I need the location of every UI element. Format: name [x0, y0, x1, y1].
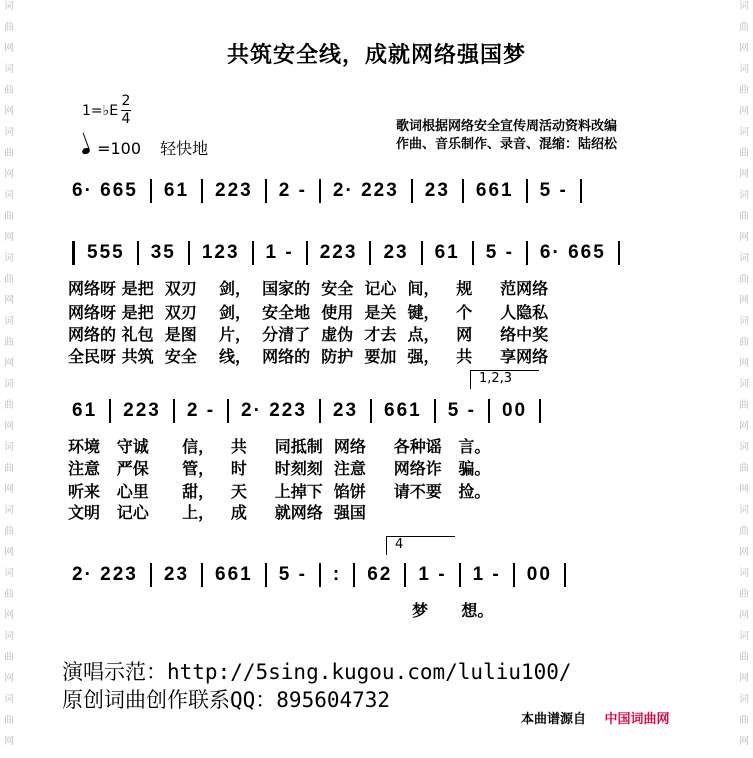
- watermark-char: 词: [4, 190, 14, 201]
- time-sig-top: 2: [121, 93, 131, 109]
- lyric-verse2-line2: 注意 严保 管， 时 时刻刻 注意 网络诈 骗。: [68, 459, 491, 478]
- barline: [173, 399, 175, 423]
- barline: [188, 241, 190, 265]
- lyric-verse1-line3: 网络的 礼包 是图 片， 分清了 虚伪 才去 点， 网 络中奖: [68, 325, 549, 344]
- volta-second-ending: 4: [386, 536, 455, 555]
- demo-link[interactable]: 演唱示范：http://5sing.kugou.com/luliu100/: [62, 660, 572, 684]
- watermark-char: 曲: [4, 22, 14, 33]
- barline: [353, 563, 355, 587]
- watermark-char: 曲: [739, 148, 749, 159]
- watermark-char: 曲: [4, 274, 14, 285]
- measure: 6· 665: [72, 180, 138, 201]
- measure: 1 -: [265, 242, 294, 263]
- watermark-char: 网: [4, 736, 14, 747]
- lyric-verse2-line1: 环境 守诚 信， 共 同抵制 网络 各种谣 言。: [68, 437, 491, 456]
- watermark-char: 网: [4, 673, 14, 684]
- watermark-char: 词: [4, 442, 14, 453]
- barline: [411, 179, 413, 203]
- score-line-3: [66, 398, 691, 424]
- barline: [526, 241, 528, 265]
- watermark-char: 网: [4, 358, 14, 369]
- barline: [369, 241, 371, 265]
- measure: 2· 223: [241, 400, 307, 421]
- watermark-char: 词: [4, 568, 14, 579]
- measure: 23: [332, 400, 359, 421]
- watermark-char: 曲: [739, 526, 749, 537]
- watermark-char: 词: [739, 505, 749, 516]
- barline: [227, 399, 229, 423]
- watermark-char: 网: [4, 610, 14, 621]
- watermark-char: 网: [739, 232, 749, 243]
- barline: [472, 241, 474, 265]
- watermark-char: 曲: [4, 589, 14, 600]
- watermark-char: 网: [739, 547, 749, 558]
- measure: 661: [215, 564, 253, 585]
- measure: 223: [319, 242, 358, 263]
- watermark-char: 词: [739, 694, 749, 705]
- watermark-char: 网: [739, 421, 749, 432]
- measure: 6· 665: [539, 242, 606, 263]
- watermark-char: 网: [739, 484, 749, 495]
- watermark-char: 网: [739, 169, 749, 180]
- time-signature: [121, 94, 131, 127]
- barline: [434, 399, 436, 423]
- watermark-char: 词: [4, 316, 14, 327]
- watermark-char: 网: [739, 610, 749, 621]
- measure: 61: [163, 180, 190, 201]
- watermark-char: 曲: [739, 22, 749, 33]
- score-line-2: [66, 240, 691, 266]
- barline: [319, 179, 321, 203]
- watermark-char: 词: [4, 694, 14, 705]
- watermark-char: 网: [4, 421, 14, 432]
- barline: [150, 563, 152, 587]
- watermark-char: 词: [739, 568, 749, 579]
- measure: 00: [526, 564, 552, 585]
- watermark-char: 网: [739, 106, 749, 117]
- barline: [150, 179, 152, 203]
- barline: [462, 179, 464, 203]
- watermark-char: 曲: [739, 85, 749, 96]
- song-title: 共筑安全线，成就网络强国梦: [226, 43, 526, 68]
- watermark-char: 网: [739, 43, 749, 54]
- watermark-char: 曲: [739, 652, 749, 663]
- measure: 61: [72, 400, 98, 421]
- watermark-char: 网: [739, 736, 749, 747]
- barline: [319, 563, 321, 587]
- watermark-char: 曲: [739, 274, 749, 285]
- score-line-4: [66, 562, 691, 588]
- measure: 5 -: [278, 564, 307, 585]
- watermark-char: 网: [739, 358, 749, 369]
- watermark-char: 词: [739, 316, 749, 327]
- measure: 62: [367, 564, 393, 585]
- lyric-verse1-line4: 全民呀 共筑 安全 线， 网络的 防护 要加 强， 共 享网络: [68, 347, 549, 366]
- watermark-char: 曲: [739, 715, 749, 726]
- repeat-start-barline: [72, 241, 75, 265]
- credits-production: 作曲、音乐制作、录音、混缩：陆绍松: [396, 137, 618, 152]
- barline: [201, 563, 203, 587]
- watermark-char: 曲: [739, 337, 749, 348]
- barline: [265, 179, 267, 203]
- lyric-verse1-line2: 网络呀 是把 双刃 剑， 安全地 使用 是关 键， 个 人隐私: [68, 303, 549, 322]
- barline: [421, 241, 423, 265]
- watermark-left: [2, 0, 16, 758]
- tempo-marking: [82, 136, 208, 159]
- watermark-char: 曲: [4, 463, 14, 474]
- credits: [396, 118, 617, 154]
- watermark-char: 词: [739, 127, 749, 138]
- measure: 1 -: [418, 564, 447, 585]
- barline: [252, 241, 254, 265]
- measure: 555: [87, 242, 125, 263]
- watermark-char: 词: [739, 1, 749, 12]
- score-line-1: [66, 178, 691, 204]
- measure: 661: [384, 400, 422, 421]
- measure: 00: [501, 400, 528, 421]
- watermark-char: 词: [4, 379, 14, 390]
- credits-lyrics: 歌词根据网络安全宣传周活动资料改编: [396, 119, 618, 134]
- measure: 23: [424, 180, 450, 201]
- measure: 223: [215, 180, 253, 201]
- watermark-char: 词: [4, 127, 14, 138]
- barline: [580, 179, 582, 203]
- measure: 2 -: [186, 400, 216, 421]
- watermark-char: 网: [4, 295, 14, 306]
- time-sig-bottom: 4: [121, 111, 131, 127]
- volta-first-ending: 1,2,3: [470, 370, 539, 389]
- watermark-char: 词: [4, 64, 14, 75]
- watermark-char: 网: [4, 547, 14, 558]
- watermark-char: 曲: [4, 148, 14, 159]
- source-prefix: 本曲谱源自: [521, 712, 587, 727]
- watermark-char: 曲: [4, 337, 14, 348]
- barline: [319, 399, 321, 423]
- watermark-char: 词: [739, 442, 749, 453]
- watermark-char: 曲: [4, 652, 14, 663]
- watermark-char: 曲: [4, 526, 14, 537]
- quarter-note-icon: [81, 147, 91, 155]
- lyric-verse1-line1: 网络呀 是把 双刃 剑， 国家的 安全 记心 间， 规 范网络: [68, 279, 549, 298]
- measure: 23: [383, 242, 409, 263]
- watermark-char: 网: [739, 673, 749, 684]
- watermark-char: 网: [4, 43, 14, 54]
- watermark-char: 词: [4, 631, 14, 642]
- tempo-value: =100: [97, 139, 142, 158]
- watermark-char: 词: [739, 631, 749, 642]
- barline: [201, 179, 203, 203]
- watermark-char: 网: [4, 484, 14, 495]
- watermark-char: 网: [4, 106, 14, 117]
- watermark-char: 曲: [739, 589, 749, 600]
- watermark-char: 词: [4, 505, 14, 516]
- measure: 2· 223: [72, 564, 138, 585]
- watermark-char: 词: [4, 253, 14, 264]
- measure: 5 -: [539, 180, 568, 201]
- watermark-char: 网: [739, 295, 749, 306]
- watermark-char: 网: [4, 169, 14, 180]
- watermark-char: 网: [4, 232, 14, 243]
- watermark-char: 曲: [739, 400, 749, 411]
- watermark-char: 曲: [4, 400, 14, 411]
- measure: 23: [163, 564, 190, 585]
- source-site-link[interactable]: 中国词曲网: [604, 712, 670, 727]
- barline: [459, 563, 461, 587]
- barline: [306, 241, 308, 265]
- measure: 1 -: [472, 564, 501, 585]
- watermark-char: 词: [739, 64, 749, 75]
- barline: [109, 399, 111, 423]
- watermark-char: 曲: [4, 715, 14, 726]
- watermark-char: 词: [739, 190, 749, 201]
- measure: 2 -: [278, 180, 307, 201]
- measure: 5 -: [447, 400, 476, 421]
- barline: [513, 563, 515, 587]
- measure: 123: [201, 242, 240, 263]
- watermark-char: 曲: [739, 211, 749, 222]
- barline: [526, 179, 528, 203]
- measure: :: [332, 564, 342, 585]
- barline: [618, 241, 620, 265]
- source-credit: [521, 708, 670, 727]
- watermark-char: 词: [739, 379, 749, 390]
- watermark-char: 曲: [4, 211, 14, 222]
- barline: [488, 399, 490, 423]
- measure: 35: [150, 242, 176, 263]
- barline: [370, 399, 372, 423]
- measure: 61: [434, 242, 460, 263]
- lyric-verse2-line3: 听来 心里 甜， 天 上掉下 馅饼 请不要 捡。: [68, 482, 491, 501]
- key-signature: 1=♭E: [82, 103, 119, 119]
- watermark-right: [737, 0, 751, 758]
- watermark-char: 曲: [739, 463, 749, 474]
- barline: [404, 563, 406, 587]
- watermark-char: 曲: [4, 85, 14, 96]
- measure: 5 -: [485, 242, 514, 263]
- measure: 2· 223: [332, 180, 399, 201]
- barline: [265, 563, 267, 587]
- watermark-char: 词: [739, 253, 749, 264]
- lyric-ending: 梦 想。: [412, 601, 494, 620]
- barline: [137, 241, 139, 265]
- barline: [539, 399, 541, 423]
- tempo-expression: 轻快地: [160, 139, 209, 158]
- contact-info: 原创词曲创作联系QQ：895604732: [62, 688, 391, 712]
- measure: 661: [475, 180, 514, 201]
- barline: [564, 563, 566, 587]
- measure: 223: [123, 400, 161, 421]
- lyric-verse2-line4: 文明 记心 上， 成 就网络 强国: [68, 503, 366, 522]
- watermark-char: 词: [4, 1, 14, 12]
